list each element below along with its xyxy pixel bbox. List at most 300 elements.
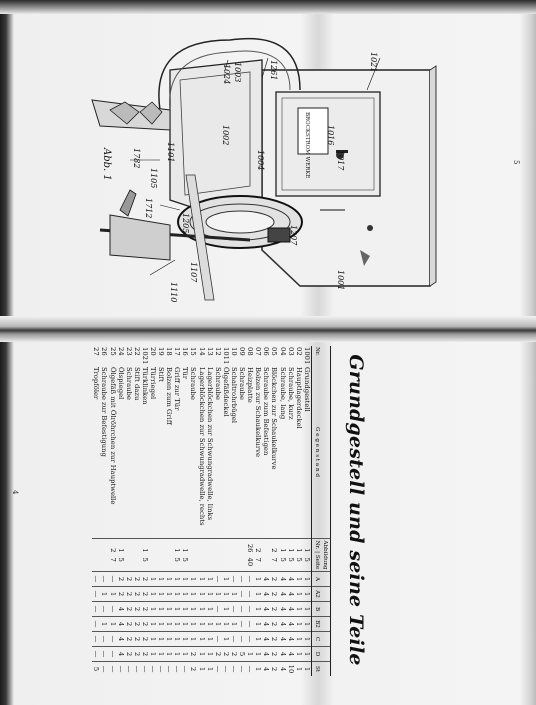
table-cell-qty: 4 xyxy=(262,647,270,662)
table-cell-gegenstand: Schraube zur Befestigung xyxy=(100,367,109,457)
table-row xyxy=(303,346,312,676)
table-cell-qty: 2 xyxy=(133,587,141,602)
callout-label: 1105 xyxy=(149,168,158,189)
table-cell-gegenstand: Blöckchen zur Schaukelkurve xyxy=(270,367,279,470)
table-cell-qty: 1 xyxy=(206,647,214,662)
table-cell-abb-seite: 7 xyxy=(254,557,263,562)
table-cell-qty: 2 xyxy=(133,572,141,587)
table-cell-abbildung xyxy=(287,539,295,572)
table-cell-abbildung xyxy=(149,539,157,572)
table-cell-abb-nr: 26 xyxy=(246,543,255,553)
table-row xyxy=(100,346,108,676)
table-cell-qty: — xyxy=(165,662,173,677)
table-cell-gegenstand: Schraube xyxy=(238,367,247,400)
table-cell-abb-seite: 7 xyxy=(108,557,117,562)
table-cell-qty: 1 xyxy=(303,572,312,587)
table-cell-abbildung xyxy=(303,539,312,572)
table-cell-nr: 25 xyxy=(108,347,117,356)
table-cell-qty: 1 xyxy=(206,587,214,602)
table-cell-abb-nr: 1 xyxy=(278,548,287,553)
table-cell-qty: 1 xyxy=(173,602,181,617)
table-cell-abb-seite: 5 xyxy=(294,557,303,562)
table-cell-qty: 2 xyxy=(189,662,197,677)
callout-label: 1107 xyxy=(189,262,198,283)
table-cell-gegenstand: Lagerblöckchen zur Schwungradwelle, links xyxy=(205,367,214,521)
table-cell-qty: 4 xyxy=(262,587,270,602)
table-cell-qty: 4 xyxy=(278,617,286,632)
col-abbildung xyxy=(311,539,330,572)
table-cell-qty: 1 xyxy=(108,587,116,602)
figure-caption: Abb. 1 xyxy=(101,148,112,181)
table-cell-abb-seite: 40 xyxy=(246,557,255,567)
table-cell-abbildung xyxy=(165,539,173,572)
table-cell-qty: 5 xyxy=(238,647,246,662)
table-cell-gegenstand: Schaltrohrbügel xyxy=(229,367,238,424)
table-cell-qty: — xyxy=(181,662,189,677)
table-cell-qty: 1 xyxy=(295,602,303,617)
parts-list-page xyxy=(4,340,369,680)
table-cell-gegenstand: Grundgestell xyxy=(302,367,311,412)
table-cell-qty: 1 xyxy=(206,662,214,677)
table-cell-qty: 1 xyxy=(254,662,262,677)
callout-label: 1712 xyxy=(144,198,153,219)
table-cell-qty: 4 xyxy=(117,632,125,647)
table-cell-qty: 1 xyxy=(303,647,312,662)
table-row xyxy=(125,346,133,676)
table-cell-abbildung xyxy=(181,539,189,572)
table-cell-qty: 4 xyxy=(262,572,270,587)
table-cell-abbildung xyxy=(108,539,116,572)
table-cell-qty: — xyxy=(100,632,108,647)
table-cell-qty: — xyxy=(246,572,254,587)
table-row xyxy=(92,346,100,676)
table-cell-qty: 1 xyxy=(198,617,206,632)
table-cell-nr: 16 xyxy=(181,347,190,356)
table-row xyxy=(133,346,141,676)
table-cell-qty: 1 xyxy=(254,572,262,587)
table-cell-qty: 2 xyxy=(141,602,149,617)
callout-label: 1001 xyxy=(336,270,345,291)
table-cell-qty: 1 xyxy=(100,617,108,632)
parts-table-body xyxy=(92,346,311,676)
table-cell-abbildung xyxy=(295,539,303,572)
table-cell-qty: 1 xyxy=(214,587,222,602)
table-cell-abbildung xyxy=(189,539,197,572)
table-cell-abbildung xyxy=(214,539,222,572)
table-row xyxy=(181,346,189,676)
callout-label: 1002 xyxy=(221,125,230,146)
callout-label: 1004 xyxy=(256,150,265,171)
table-cell-abbildung xyxy=(246,539,254,572)
table-cell-nr: 27 xyxy=(92,347,101,356)
table-cell-qty: — xyxy=(238,602,246,617)
table-cell-qty: 2 xyxy=(270,662,278,677)
page-number: 5 xyxy=(512,160,520,165)
table-cell-qty: 5 xyxy=(92,662,100,677)
table-cell-qty: — xyxy=(117,662,125,677)
table-cell-qty: — xyxy=(100,662,108,677)
machine-drawing xyxy=(0,0,536,316)
callout-label: 1101 xyxy=(166,142,175,163)
table-row xyxy=(262,346,270,676)
table-cell-qty: 1 xyxy=(254,647,262,662)
table-cell-qty: 2 xyxy=(214,647,222,662)
table-cell-qty: 4 xyxy=(262,602,270,617)
table-cell-qty: 1 xyxy=(173,572,181,587)
table-cell-qty: 2 xyxy=(133,632,141,647)
table-cell-qty: 1 xyxy=(165,632,173,647)
table-cell-qty: — xyxy=(246,617,254,632)
table-row xyxy=(214,346,222,676)
table-row xyxy=(270,346,278,676)
callout-label: 1024 xyxy=(222,64,231,85)
rotated-page-content xyxy=(4,340,369,680)
table-cell-nr: 04 xyxy=(278,347,287,356)
table-cell-qty: — xyxy=(108,632,116,647)
table-row xyxy=(165,346,173,676)
table-cell-qty: — xyxy=(238,632,246,647)
table-cell-abbildung xyxy=(117,539,125,572)
col-abbildung-label: Abbildung xyxy=(322,540,328,570)
table-cell-qty: 2 xyxy=(125,602,133,617)
table-cell-qty: 1 xyxy=(165,617,173,632)
table-cell-qty: 2 xyxy=(125,587,133,602)
table-cell-qty: 2 xyxy=(117,572,125,587)
table-cell-nr: 03 xyxy=(286,347,295,356)
table-cell-qty: 10 xyxy=(287,662,295,677)
table-cell-qty: 2 xyxy=(133,602,141,617)
table-cell-qty: 1 xyxy=(254,617,262,632)
table-cell-qty: 4 xyxy=(278,572,286,587)
table-cell-qty: 1 xyxy=(181,587,189,602)
table-row xyxy=(117,346,125,676)
table-cell-abbildung xyxy=(278,539,286,572)
table-cell-qty: 1 xyxy=(157,602,165,617)
table-cell-qty: 4 xyxy=(117,617,125,632)
table-cell-gegenstand: Tür xyxy=(181,367,190,380)
table-cell-qty: — xyxy=(108,662,116,677)
table-cell-qty: 2 xyxy=(141,632,149,647)
table-cell-qty: 1 xyxy=(149,632,157,647)
table-cell-qty: — xyxy=(246,632,254,647)
table-cell-qty: 1 xyxy=(254,587,262,602)
table-cell-qty: — xyxy=(230,632,238,647)
table-cell-qty: 4 xyxy=(117,602,125,617)
table-cell-qty: 1 xyxy=(222,572,230,587)
table-cell-qty: 1 xyxy=(295,647,303,662)
table-cell-gegenstand: Schraube xyxy=(213,367,222,400)
table-cell-qty: — xyxy=(141,662,149,677)
table-cell-qty: — xyxy=(92,587,100,602)
table-cell-qty: 4 xyxy=(287,587,295,602)
callout-label: 1016 xyxy=(326,125,335,146)
col-abb-seite: Seite xyxy=(313,554,320,570)
callout-label: 1205 xyxy=(181,213,190,234)
table-cell-nr: 02 xyxy=(294,347,303,356)
table-cell-qty: 1 xyxy=(254,632,262,647)
table-cell-qty: — xyxy=(246,587,254,602)
table-cell-qty: 1 xyxy=(295,662,303,677)
table-cell-abb-seite: 5 xyxy=(140,557,149,562)
table-cell-qty: 1 xyxy=(149,572,157,587)
table-cell-nr: 1021 xyxy=(140,347,149,365)
col-b: B xyxy=(311,602,330,617)
table-cell-gegenstand: Schraube, kurz xyxy=(286,367,295,420)
table-cell-abbildung xyxy=(141,539,149,572)
table-cell-qty: 1 xyxy=(206,617,214,632)
table-cell-qty: 1 xyxy=(303,662,312,677)
table-cell-qty: 1 xyxy=(295,632,303,647)
table-cell-nr: 10 xyxy=(229,347,238,356)
table-cell-qty: 4 xyxy=(287,647,295,662)
table-cell-qty: — xyxy=(108,602,116,617)
table-cell-qty: 1 xyxy=(198,662,206,677)
table-cell-gegenstand: Ölgefäßdeckel xyxy=(221,367,230,417)
table-cell-qty: 4 xyxy=(287,632,295,647)
table-cell-nr: 24 xyxy=(116,347,125,356)
callout-label: 1782 xyxy=(132,148,141,169)
table-cell-qty: — xyxy=(214,632,222,647)
table-cell-gegenstand: Ölspiegel xyxy=(116,367,125,400)
table-cell-qty: 4 xyxy=(278,662,286,677)
table-cell-qty: 1 xyxy=(198,632,206,647)
table-cell-abb-nr: 1 xyxy=(286,548,295,553)
table-cell-qty: — xyxy=(133,662,141,677)
table-cell-qty: — xyxy=(173,662,181,677)
table-cell-gegenstand: Schraube xyxy=(124,367,133,400)
table-cell-qty: 2 xyxy=(270,647,278,662)
table-cell-qty: — xyxy=(100,647,108,662)
table-cell-gegenstand: Türriegel xyxy=(149,367,158,400)
table-cell-abbildung xyxy=(157,539,165,572)
table-cell-abbildung xyxy=(262,539,270,572)
table-cell-abbildung xyxy=(173,539,181,572)
table-cell-abbildung xyxy=(206,539,214,572)
table-cell-qty: 1 xyxy=(303,632,312,647)
table-cell-abb-nr: 2 xyxy=(270,548,279,553)
table-cell-gegenstand: Tropföler xyxy=(92,367,101,400)
table-cell-qty: 2 xyxy=(230,647,238,662)
table-cell-qty: 1 xyxy=(181,647,189,662)
table-cell-qty: 4 xyxy=(278,632,286,647)
col-d: D xyxy=(311,647,330,662)
table-cell-nr: 14 xyxy=(197,347,206,356)
table-cell-nr: 23 xyxy=(124,347,133,356)
table-cell-gegenstand: Bolzen zur Schaukelkurve xyxy=(254,367,263,457)
table-cell-qty: 1 xyxy=(214,617,222,632)
table-cell-qty: 1 xyxy=(108,617,116,632)
table-cell-qty: 1 xyxy=(303,587,312,602)
table-cell-qty: 4 xyxy=(287,617,295,632)
table-cell-qty: — xyxy=(108,647,116,662)
table-cell-qty: 1 xyxy=(198,602,206,617)
table-cell-qty: 2 xyxy=(270,632,278,647)
table-header-row xyxy=(311,346,330,676)
table-cell-qty: 1 xyxy=(181,572,189,587)
table-cell-qty: — xyxy=(214,662,222,677)
table-row xyxy=(189,346,197,676)
table-cell-qty: 2 xyxy=(270,572,278,587)
table-cell-qty: 1 xyxy=(157,617,165,632)
table-row xyxy=(173,346,181,676)
table-cell-abb-nr: 1 xyxy=(181,548,190,553)
table-cell-qty: 1 xyxy=(198,647,206,662)
table-cell-qty: 1 xyxy=(157,572,165,587)
col-nr: Nr. xyxy=(311,346,330,366)
table-cell-nr: 20 xyxy=(149,347,158,356)
table-cell-qty: — xyxy=(238,617,246,632)
table-cell-qty: 2 xyxy=(270,602,278,617)
table-cell-abbildung xyxy=(270,539,278,572)
table-cell-nr: 19 xyxy=(157,347,166,356)
table-cell-abbildung xyxy=(230,539,238,572)
table-cell-gegenstand: Türklinken xyxy=(140,367,149,405)
table-cell-nr: 1011 xyxy=(221,347,230,365)
table-cell-abbildung xyxy=(133,539,141,572)
table-cell-qty: 1 xyxy=(173,587,181,602)
table-cell-nr: 07 xyxy=(254,347,263,356)
table-cell-abb-nr: 1 xyxy=(173,548,182,553)
table-cell-qty: 2 xyxy=(125,632,133,647)
door-plate-text: BROCKSTROM WERKE xyxy=(304,112,310,179)
table-cell-qty: — xyxy=(230,662,238,677)
table-row xyxy=(230,346,238,676)
table-cell-qty: 2 xyxy=(189,647,197,662)
table-cell-abb-seite: 5 xyxy=(173,557,182,562)
table-cell-gegenstand: Griff zur Tür xyxy=(173,367,182,411)
table-cell-qty: — xyxy=(230,572,238,587)
callout-label: 1261 xyxy=(269,60,278,81)
table-cell-qty: 4 xyxy=(262,632,270,647)
table-cell-qty: 2 xyxy=(125,572,133,587)
table-cell-abbildung xyxy=(198,539,206,572)
table-cell-qty: — xyxy=(92,647,100,662)
table-cell-qty: 2 xyxy=(141,572,149,587)
table-row xyxy=(108,346,116,676)
table-cell-qty: 1 xyxy=(157,632,165,647)
col-b2: B2 xyxy=(311,617,330,632)
table-cell-qty: — xyxy=(246,602,254,617)
table-cell-qty: 1 xyxy=(149,647,157,662)
table-cell-gegenstand: Bolzen zum Griff xyxy=(165,367,174,425)
table-cell-qty: 2 xyxy=(133,617,141,632)
table-cell-qty: 1 xyxy=(157,587,165,602)
table-cell-abb-seite: 5 xyxy=(278,557,287,562)
table-cell-qty: 1 xyxy=(181,632,189,647)
table-cell-qty: — xyxy=(222,662,230,677)
callout-label: 1021 xyxy=(369,52,378,73)
table-cell-qty: 2 xyxy=(141,587,149,602)
table-cell-qty: 1 xyxy=(198,572,206,587)
table-cell-abbildung xyxy=(222,539,230,572)
table-cell-qty: 1 xyxy=(303,617,312,632)
table-cell-abbildung xyxy=(92,539,100,572)
table-cell-qty: 1 xyxy=(189,632,197,647)
table-cell-qty: 1 xyxy=(295,617,303,632)
table-cell-qty: 1 xyxy=(254,602,262,617)
table-cell-gegenstand: Schraube xyxy=(189,367,198,400)
table-cell-qty: 1 xyxy=(206,572,214,587)
table-cell-qty: 1 xyxy=(189,617,197,632)
table-cell-qty: 1 xyxy=(206,632,214,647)
table-row xyxy=(254,346,262,676)
table-cell-qty: — xyxy=(92,632,100,647)
table-row xyxy=(206,346,214,676)
table-cell-nr: 05 xyxy=(270,347,279,356)
table-cell-abb-seite: 5 xyxy=(302,557,311,562)
table-cell-abb-nr: 1 xyxy=(116,548,125,553)
table-cell-qty: 2 xyxy=(133,647,141,662)
table-cell-qty: 1 xyxy=(165,587,173,602)
table-cell-qty: 1 xyxy=(222,632,230,647)
table-cell-qty: — xyxy=(238,587,246,602)
table-cell-qty: — xyxy=(214,602,222,617)
table-cell-abbildung xyxy=(125,539,133,572)
table-cell-abb-seite: 5 xyxy=(181,557,190,562)
table-cell-qty: — xyxy=(230,602,238,617)
table-cell-nr: 15 xyxy=(189,347,198,356)
table-row xyxy=(222,346,230,676)
table-cell-nr: 08 xyxy=(246,347,255,356)
table-cell-qty: 2 xyxy=(141,647,149,662)
table-cell-qty: — xyxy=(100,572,108,587)
table-cell-qty: 1 xyxy=(222,602,230,617)
table-cell-qty: 4 xyxy=(287,572,295,587)
table-cell-qty: 4 xyxy=(287,602,295,617)
table-cell-qty: 1 xyxy=(222,587,230,602)
table-cell-qty: 1 xyxy=(165,602,173,617)
table-cell-gegenstand: Ölgefäß mit Ölröhrchen zur Hauptwelle xyxy=(108,367,117,505)
table-cell-qty: 1 xyxy=(189,587,197,602)
callout-label: 1017 xyxy=(336,150,345,171)
table-cell-qty: 1 xyxy=(189,602,197,617)
table-cell-nr: 17 xyxy=(173,347,182,356)
table-cell-qty: 1 xyxy=(189,572,197,587)
table-row xyxy=(287,346,295,676)
table-cell-gegenstand: Stift dazu xyxy=(132,367,141,401)
table-cell-qty: 1 xyxy=(100,587,108,602)
page-number: 4 xyxy=(11,490,19,495)
table-cell-gegenstand: Hauptlagerdeckel xyxy=(294,367,303,429)
table-row xyxy=(198,346,206,676)
table-cell-qty: 1 xyxy=(165,647,173,662)
table-cell-qty: 2 xyxy=(141,617,149,632)
table-cell-qty: — xyxy=(238,662,246,677)
table-cell-abb-nr: 1 xyxy=(294,548,303,553)
col-c: C xyxy=(311,632,330,647)
table-cell-qty: 2 xyxy=(125,647,133,662)
table-cell-abb-nr: 2 xyxy=(254,548,263,553)
table-cell-qty: — xyxy=(214,572,222,587)
table-cell-qty: 1 xyxy=(181,617,189,632)
table-cell-qty: 1 xyxy=(222,617,230,632)
table-row xyxy=(141,346,149,676)
table-cell-qty: 1 xyxy=(181,602,189,617)
table-row xyxy=(246,346,254,676)
table-cell-nr: 13 xyxy=(205,347,214,356)
table-cell-qty: 2 xyxy=(270,617,278,632)
table-cell-qty: 1 xyxy=(149,587,157,602)
table-cell-abb-nr: 2 xyxy=(108,548,117,553)
figure-page xyxy=(0,0,536,316)
table-cell-qty: — xyxy=(246,662,254,677)
table-cell-nr: 1001 xyxy=(302,347,311,365)
table-row xyxy=(157,346,165,676)
callout-label: 1110 xyxy=(169,282,178,303)
table-cell-qty: 1 xyxy=(165,572,173,587)
table-cell-qty: — xyxy=(238,572,246,587)
table-cell-qty: — xyxy=(92,602,100,617)
